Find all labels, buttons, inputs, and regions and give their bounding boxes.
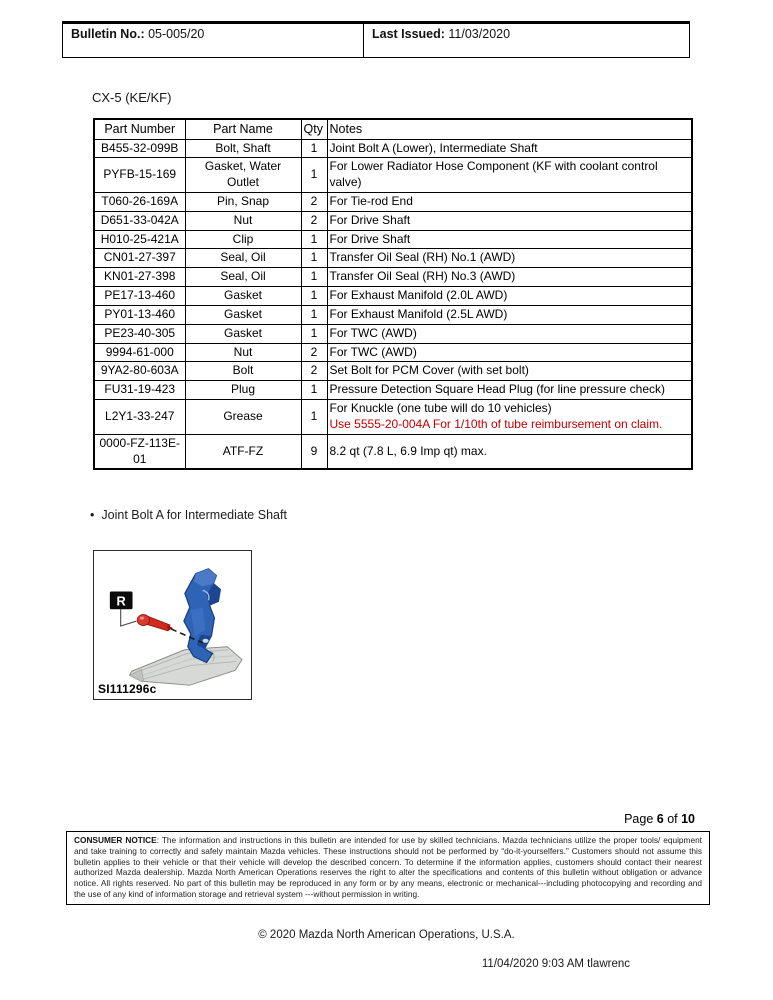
notes-cell <box>327 434 692 469</box>
parts-table <box>93 118 693 470</box>
notes-cell <box>327 287 692 306</box>
note-text: For Drive Shaft <box>329 212 411 227</box>
note-text: For Knuckle (one tube will do 10 vehicles) <box>329 401 552 416</box>
table-row <box>94 362 692 381</box>
table-row <box>94 249 692 268</box>
bullet-icon: • <box>90 508 95 522</box>
part-name-cell: Grease <box>185 400 301 435</box>
notes-cell <box>327 381 692 400</box>
bulletin-number-cell <box>63 24 364 57</box>
notes-cell <box>327 249 692 268</box>
note-text: For Exhaust Manifold (2.0L AWD) <box>329 288 508 303</box>
base-plate-shape <box>130 647 242 685</box>
qty-cell: 1 <box>301 249 327 268</box>
notes-cell <box>327 400 692 435</box>
bulletin-header <box>62 21 690 58</box>
part-number-cell: PE17-13-460 <box>94 287 185 306</box>
consumer-notice <box>66 831 710 905</box>
note-text: Joint Bolt A (Lower), Intermediate Shaft <box>329 140 538 155</box>
svg-text:R: R <box>116 593 126 609</box>
part-number-cell: 9994-61-000 <box>94 343 185 362</box>
table-row <box>94 343 692 362</box>
part-name-cell: Seal, Oil <box>185 249 301 268</box>
notes-cell <box>327 324 692 343</box>
table-row <box>94 305 692 324</box>
qty-cell: 1 <box>301 139 327 158</box>
part-name-cell: ATF-FZ <box>185 434 301 469</box>
part-name-cell: Bolt <box>185 362 301 381</box>
part-number-cell: CN01-27-397 <box>94 249 185 268</box>
note-text: For TWC (AWD) <box>329 344 417 359</box>
part-name-cell: Nut <box>185 343 301 362</box>
bulletin-number-value: 05-005/20 <box>144 27 205 41</box>
of-label: of <box>663 812 682 826</box>
model-heading: CX-5 (KE/KF) <box>92 90 172 105</box>
page-current: 6 <box>656 812 664 826</box>
notes-cell <box>327 139 692 158</box>
column-header-part-name: Part Name <box>185 119 301 139</box>
table-row <box>94 268 692 287</box>
qty-cell: 1 <box>301 400 327 435</box>
part-name-cell: Gasket, Water Outlet <box>185 158 301 193</box>
note-text: 8.2 qt (7.8 L, 6.9 Imp qt) max. <box>329 443 487 458</box>
last-issued-label: Last Issued: <box>372 27 445 41</box>
page-number <box>624 812 695 826</box>
table-row <box>94 400 692 435</box>
notes-cell <box>327 211 692 230</box>
note-text: For TWC (AWD) <box>329 325 417 340</box>
bullet-note <box>90 508 287 522</box>
note-text: For Tie-rod End <box>329 193 413 208</box>
table-row <box>94 158 692 193</box>
notes-cell <box>327 192 692 211</box>
bulletin-number-label: Bulletin No.: <box>71 27 145 41</box>
last-issued-cell <box>364 24 689 57</box>
joint-bolt-illustration <box>94 551 251 699</box>
part-name-cell: Seal, Oil <box>185 268 301 287</box>
part-number-cell: FU31-19-423 <box>94 381 185 400</box>
qty-cell: 1 <box>301 324 327 343</box>
part-number-cell: 9YA2-80-603A <box>94 362 185 381</box>
last-issued-value: 11/03/2020 <box>444 27 511 41</box>
note-text: Transfer Oil Seal (RH) No.3 (AWD) <box>329 269 516 284</box>
table-row <box>94 287 692 306</box>
note-text: For Lower Radiator Hose Component (KF with coolant control valve) <box>329 159 658 190</box>
callout-r-label <box>110 591 133 609</box>
note-text: Set Bolt for PCM Cover (with set bolt) <box>329 363 529 378</box>
table-row <box>94 434 692 469</box>
part-name-cell: Nut <box>185 211 301 230</box>
notes-cell <box>327 158 692 193</box>
part-number-cell: PE23-40-305 <box>94 324 185 343</box>
part-name-cell: Bolt, Shaft <box>185 139 301 158</box>
note-text: For Drive Shaft <box>329 231 411 246</box>
consumer-notice-title: CONSUMER NOTICE <box>74 835 157 845</box>
table-row <box>94 139 692 158</box>
note-red-text: Use 5555-20-004A For 1/10th of tube reimbursement on claim. <box>329 416 663 431</box>
qty-cell: 1 <box>301 305 327 324</box>
part-number-cell: H010-25-421A <box>94 230 185 249</box>
red-bolt-shape <box>137 615 173 631</box>
table-row <box>94 230 692 249</box>
notes-cell <box>327 362 692 381</box>
table-row <box>94 324 692 343</box>
qty-cell: 9 <box>301 434 327 469</box>
qty-cell: 1 <box>301 287 327 306</box>
part-number-cell: B455-32-099B <box>94 139 185 158</box>
page-total: 10 <box>681 812 695 826</box>
column-header-part-number: Part Number <box>94 119 185 139</box>
qty-cell: 1 <box>301 230 327 249</box>
part-name-cell: Clip <box>185 230 301 249</box>
part-name-cell: Gasket <box>185 305 301 324</box>
parts-table-header-row <box>94 119 692 139</box>
qty-cell: 2 <box>301 211 327 230</box>
part-illustration <box>93 550 252 700</box>
callout-leader-line <box>121 609 137 626</box>
qty-cell: 1 <box>301 381 327 400</box>
part-name-cell: Gasket <box>185 324 301 343</box>
bullet-note-text: Joint Bolt A for Intermediate Shaft <box>101 508 287 522</box>
qty-cell: 2 <box>301 343 327 362</box>
part-name-cell: Plug <box>185 381 301 400</box>
table-row <box>94 192 692 211</box>
table-row <box>94 211 692 230</box>
figure-caption: SI111296c <box>98 682 157 696</box>
part-number-cell: L2Y1-33-247 <box>94 400 185 435</box>
note-text: Pressure Detection Square Head Plug (for line pressure check) <box>329 382 665 397</box>
part-number-cell: D651-33-042A <box>94 211 185 230</box>
part-name-cell: Pin, Snap <box>185 192 301 211</box>
part-number-cell: T060-26-169A <box>94 192 185 211</box>
column-header-qty: Qty <box>301 119 327 139</box>
qty-cell: 1 <box>301 158 327 193</box>
part-name-cell: Gasket <box>185 287 301 306</box>
part-number-cell: PY01-13-460 <box>94 305 185 324</box>
qty-cell: 2 <box>301 362 327 381</box>
qty-cell: 1 <box>301 268 327 287</box>
qty-cell: 2 <box>301 192 327 211</box>
consumer-notice-body: : The information and instructions in this bulletin are intended for use by skilled technicians. Mazda technicians utilize the proper tools/ equipment and take training to correctly and safely maintain Mazda vehicles. These instructions should not be performed by “do-it-yourselfers.” Customers should not assume this bulletin applies to their vehicle or that their vehicle will develop the described concern. To determine if the information applies, customers should contact their nearest authorized Mazda dealership. Mazda North American Operations reserves the right to alter the specifications and contents of this bulletin without obligation or advance notice. All rights reserved. No part of this bulletin may be reproduced in any form or by any means, electronic or mechanical---including photocopying and recording and the use of any kind of information storage and retrieval system ---without permission in writing. <box>74 835 702 899</box>
note-text: For Exhaust Manifold (2.5L AWD) <box>329 306 508 321</box>
table-row <box>94 381 692 400</box>
column-header-notes: Notes <box>327 119 692 139</box>
part-number-cell: KN01-27-398 <box>94 268 185 287</box>
print-timestamp: 11/04/2020 9:03 AM tlawrenc <box>481 958 630 970</box>
copyright-line: © 2020 Mazda North American Operations, U.S.A. <box>258 929 515 941</box>
page-label: Page <box>624 812 657 826</box>
notes-cell <box>327 305 692 324</box>
part-number-cell: 0000-FZ-113E-01 <box>94 434 185 469</box>
note-text: Transfer Oil Seal (RH) No.1 (AWD) <box>329 250 516 265</box>
notes-cell <box>327 343 692 362</box>
notes-cell <box>327 268 692 287</box>
notes-cell <box>327 230 692 249</box>
part-number-cell: PYFB-15-169 <box>94 158 185 193</box>
